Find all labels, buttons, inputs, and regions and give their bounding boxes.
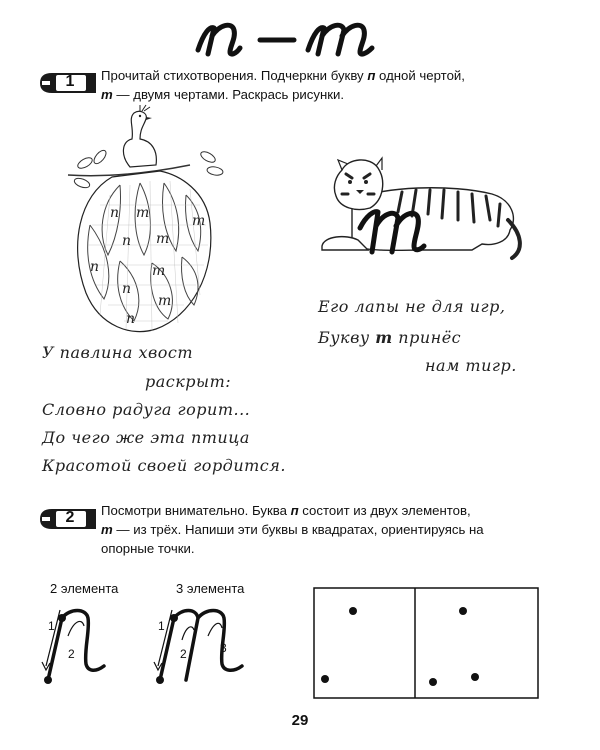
- svg-text:п: п: [122, 281, 132, 297]
- page-number: 29: [291, 712, 309, 729]
- stroke-num-t3: 3: [220, 641, 227, 655]
- tiger-poem-line-3: нам тигр.: [425, 356, 517, 375]
- tiger-poem-line-1: Его лапы не для игр,: [318, 297, 506, 316]
- practice-squares: [313, 587, 539, 699]
- task-2-instructions: Посмотри внимательно. Буква п состоит из двух элементов, т — из трёх. Напиши эти буквы в квадратах, ориентируясь на опорные точки.: [101, 503, 484, 556]
- svg-text:п: п: [90, 259, 100, 275]
- letter-t-diagram: [146, 600, 286, 690]
- svg-text:п: п: [126, 311, 136, 327]
- svg-text:т: т: [136, 205, 150, 221]
- letter-p-diagram: [30, 600, 140, 690]
- peacock-poem-line-2: раскрыт:: [145, 372, 232, 391]
- page-title: [190, 10, 420, 60]
- stroke-num-p1: 1: [48, 619, 55, 633]
- peacock-poem-line-1: У павлина хвост: [42, 343, 194, 362]
- svg-text:т: т: [192, 213, 206, 229]
- tiger-poem-line-2: Букву т принёс: [318, 328, 462, 347]
- task-2-number: 2: [65, 509, 75, 526]
- peacock-poem-line-3: Словно радуга горит...: [42, 400, 251, 419]
- svg-text:т: т: [158, 293, 172, 309]
- task-1-instructions: Прочитай стихотворения. Подчеркни букву п одной чертой, т — двумя чертами. Раскрась рисунки.: [101, 68, 465, 102]
- task-1-number: 1: [65, 73, 75, 90]
- svg-text:п: п: [110, 205, 120, 221]
- anchor-dots: [321, 607, 479, 686]
- svg-text:т: т: [152, 263, 166, 279]
- peacock-poem-line-4: До чего же эта птица: [42, 428, 250, 447]
- stroke-num-p2: 2: [68, 647, 75, 661]
- peacock-illustration: [60, 105, 230, 340]
- task-1-badge: [38, 72, 96, 94]
- stroke-num-t2: 2: [180, 647, 187, 661]
- peacock-poem-line-5: Красотой своей гордится.: [42, 456, 286, 475]
- tiger-illustration: [312, 150, 527, 270]
- svg-text:т: т: [156, 231, 170, 247]
- svg-text:п: п: [122, 233, 132, 249]
- label-t-elements: 3 элемента: [176, 581, 245, 596]
- stroke-num-t1: 1: [158, 619, 165, 633]
- label-p-elements: 2 элемента: [50, 581, 119, 596]
- task-2-badge: [38, 508, 96, 530]
